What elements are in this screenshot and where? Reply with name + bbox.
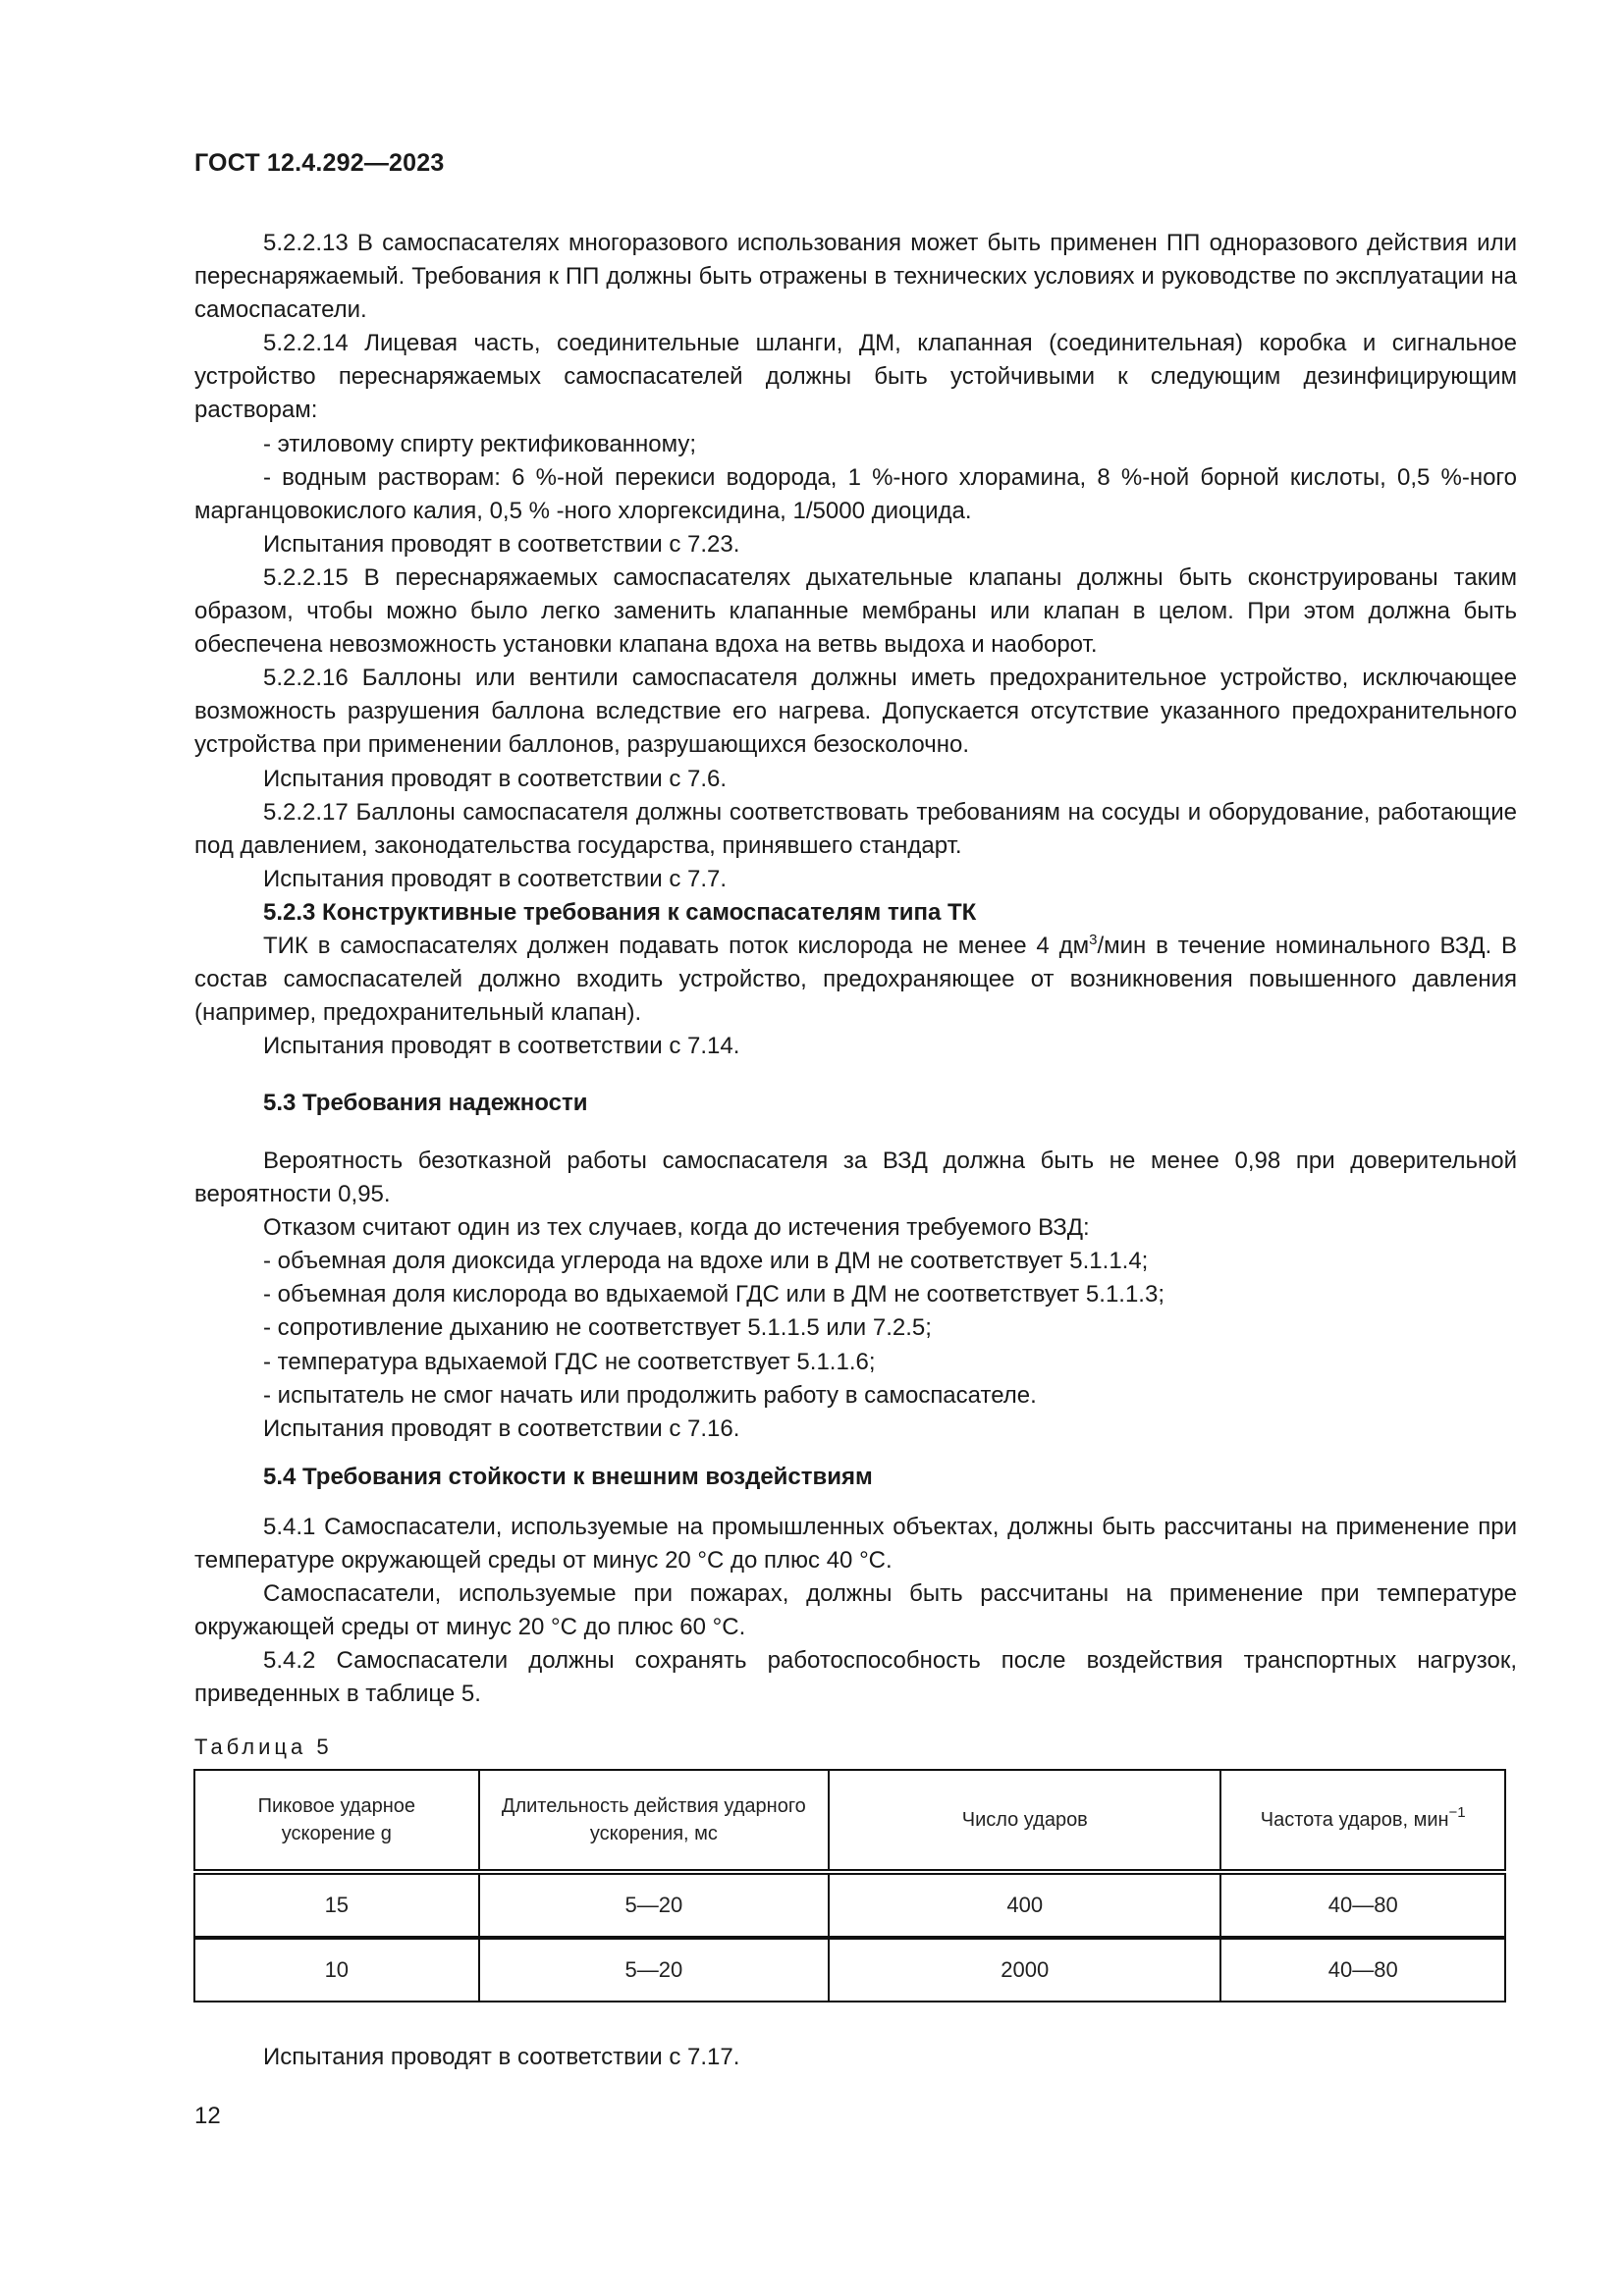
section-5-4-block [194, 1461, 1517, 1494]
table-header-row [194, 1770, 1505, 1872]
list-item: - объемная доля кислорода во вдыхаемой ГДС или в ДМ не соответствует 5.1.1.3; [263, 1281, 1164, 1308]
test-reference: Испытания проводят в соответствии с 7.6. [263, 765, 728, 792]
section-heading-5-2-3: 5.2.3 Конструктивные требования к самоспасателям типа ТК [263, 898, 977, 926]
table-cell: 400 [829, 1872, 1220, 1938]
table-cell: 10 [194, 1938, 479, 2002]
table-cell: 2000 [829, 1938, 1220, 2002]
test-reference: Испытания проводят в соответствии с 7.16. [263, 1415, 740, 1442]
document-header: ГОСТ 12.4.292—2023 [194, 149, 445, 177]
superscript: −1 [1448, 1804, 1466, 1821]
table-cell: 15 [194, 1872, 479, 1938]
table-5 [193, 1769, 1506, 2002]
column-header: Пиковое ударное ускорение g [194, 1770, 479, 1872]
paragraph-text: /мин в течение номинального ВЗД. В состав самоспасателей должно входить устройство, предохраняющее от возникновения повышенного давления (например, предохранительный клапан). [194, 932, 1517, 1027]
column-header: Число ударов [829, 1770, 1220, 1872]
paragraph-5-2-2-14: 5.2.2.14 Лицевая часть, соединительные шланги, ДМ, клапанная (соединительная) коробка и сигнальное устройство переснаряжаемых самоспасателей должны быть устойчивыми к следующим дезинфицирующим растворам: [194, 330, 1517, 424]
superscript: 3 [1089, 931, 1098, 948]
paragraph-5-2-2-17: 5.2.2.17 Баллоны самоспасателя должны соответствовать требованиям на сосуды и оборудование, работающие под давлением, законодательства государства, принявшего стандарт. [194, 798, 1517, 859]
test-reference: Испытания проводят в соответствии с 7.23. [263, 530, 740, 558]
column-header [1220, 1770, 1505, 1872]
list-item: - испытатель не смог начать или продолжить работу в самоспасателе. [263, 1381, 1037, 1409]
section-heading-5-3: 5.3 Требования надежности [263, 1090, 588, 1116]
table-caption: Таблица 5 [194, 1735, 333, 1759]
list-item: - объемная доля диоксида углерода на вдохе или в ДМ не соответствует 5.1.1.4; [263, 1248, 1149, 1275]
page-number: 12 [194, 2103, 221, 2129]
table-cell: 5—20 [479, 1872, 830, 1938]
paragraph-5-2-2-13: 5.2.2.13 В самоспасателях многоразового использования может быть применен ПП одноразового действия или переснаряжаемый. Требования к ПП должны быть отражены в технических условиях и руководстве по эксплуатации на самоспасатели. [194, 230, 1517, 324]
table-cell: 40—80 [1220, 1872, 1505, 1938]
column-header: Длительность действия ударного ускорения, мс [479, 1770, 830, 1872]
list-item: - сопротивление дыханию не соответствует 5.1.1.5 или 7.2.5; [263, 1314, 932, 1342]
paragraph-failure-definition: Отказом считают один из тех случаев, когда до истечения требуемого ВЗД: [263, 1214, 1090, 1242]
paragraph-5-2-2-15: 5.2.2.15 В переснаряжаемых самоспасателях дыхательные клапаны должны быть сконструированы таким образом, чтобы можно было легко заменить клапанные мембраны или клапан в целом. При этом должна быть обеспечена невозможность установки клапана вдоха на ветвь выдоха и наоборот. [194, 563, 1517, 659]
list-item: - водным растворам: 6 %-ной перекиси водорода, 1 %-ного хлорамина, 8 %-ной борной кислоты, 0,5 %-ного марганцовокислого калия, 0,5 % -ного хлоргексидина, 1/5000 диоцида. [194, 463, 1517, 524]
paragraph-5-2-3 [194, 930, 1517, 1030]
test-reference: Испытания проводят в соответствии с 7.7. [263, 865, 728, 892]
paragraph-5-4-2: 5.4.2 Самоспасатели должны сохранять работоспособность после воздействия транспортных нагрузок, приведенных в таблице 5. [194, 1647, 1517, 1708]
test-reference: Испытания проводят в соответствии с 7.14. [263, 1033, 740, 1060]
section-5-3-body [194, 1145, 1517, 1446]
paragraph-reliability: Вероятность безотказной работы самоспасателя за ВЗД должна быть не менее 0,98 при доверительной вероятности 0,95. [194, 1148, 1517, 1208]
list-item: - этиловому спирту ректификованному; [263, 430, 697, 457]
table-cell: 40—80 [1220, 1938, 1505, 2002]
paragraph-text: ТИК в самоспасателях должен подавать поток кислорода не менее 4 дм [263, 932, 1090, 959]
paragraph-5-4-1: 5.4.1 Самоспасатели, используемые на промышленных объектах, должны быть рассчитаны на применение при температуре окружающей среды от минус 20 °С до плюс 40 °С. [194, 1514, 1517, 1575]
paragraph-fire-temperature: Самоспасатели, используемые при пожарах, должны быть рассчитаны на применение при температуре окружающей среды от минус 20 °С до плюс 60 °С. [194, 1580, 1517, 1641]
section-5-2-block [194, 227, 1517, 1063]
table-row [194, 1938, 1505, 2002]
section-5-3-block [194, 1087, 1517, 1120]
list-item: - температура вдыхаемой ГДС не соответствует 5.1.1.6; [263, 1348, 876, 1375]
section-heading-5-4: 5.4 Требования стойкости к внешним воздействиям [263, 1464, 873, 1490]
test-reference: Испытания проводят в соответствии с 7.17. [263, 2044, 740, 2070]
table-row [194, 1872, 1505, 1938]
table-cell: 5—20 [479, 1938, 830, 2002]
column-header-text: Частота ударов, мин [1260, 1809, 1449, 1831]
section-5-4-body [194, 1511, 1517, 1712]
paragraph-5-2-2-16: 5.2.2.16 Баллоны или вентили самоспасателя должны иметь предохранительное устройство, исключающее возможность разрушения баллона вследствие его нагрева. Допускается отсутствие указанного предохранительного устройства при применении баллонов, разрушающихся безосколочно. [194, 665, 1517, 759]
